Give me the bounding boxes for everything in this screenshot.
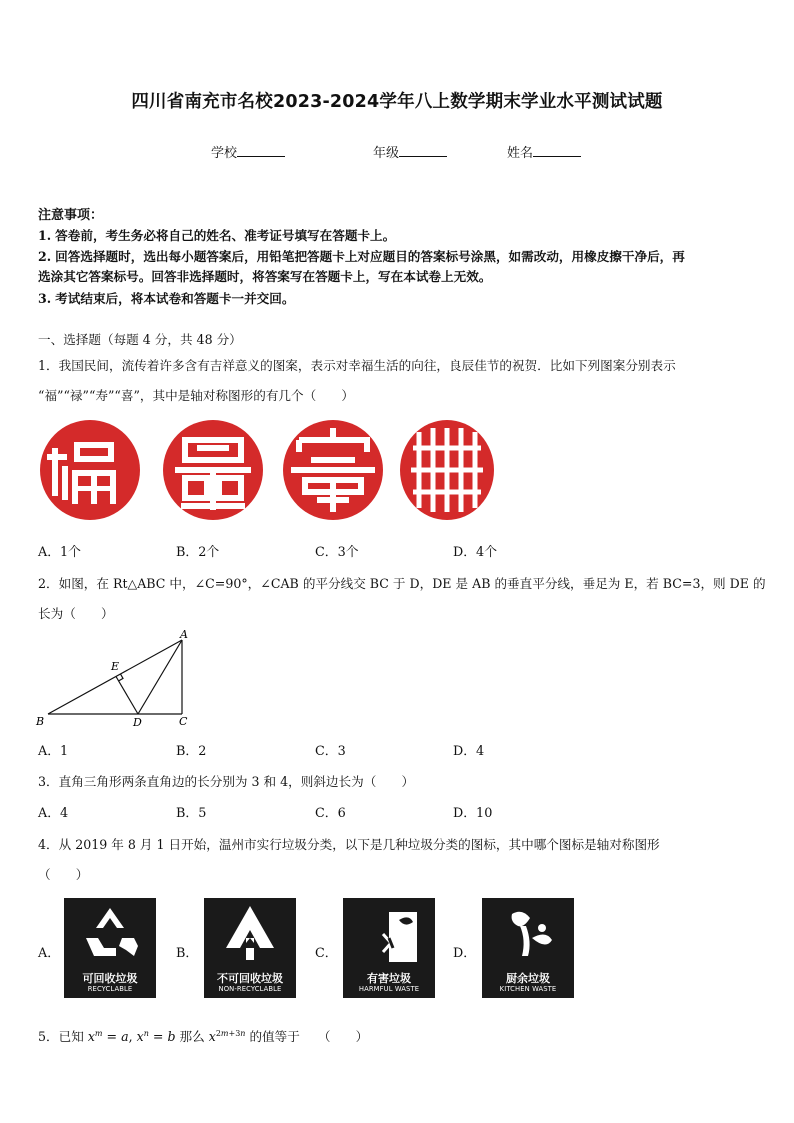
q1-option-b[interactable]: B．2个 — [176, 545, 220, 560]
notice-item-3-text: 考试结束后，将本试卷和答题卡一并交回。 — [55, 291, 295, 306]
notice-item-3 — [38, 288, 294, 307]
notice-item-1-text: 答卷前，考生务必将自己的姓名、准考证号填写在答题卡上。 — [55, 228, 396, 243]
q1-option-c[interactable]: C．3个 — [315, 545, 359, 560]
q3-line-1: 3．直角三角形两条直角边的长分别为 3 和 4，则斜边长为（ ） — [38, 774, 415, 789]
q2-option-c[interactable]: C．3 — [315, 744, 346, 759]
q4-option-c-letter[interactable]: C． — [315, 946, 338, 961]
q3-option-d[interactable]: D．10 — [453, 806, 493, 821]
label-d: D — [133, 716, 142, 729]
notice-item-2 — [38, 246, 685, 265]
notice-item-2-num: 2. — [38, 249, 52, 264]
q2-option-a[interactable]: A．1 — [38, 744, 69, 759]
q4-option-b-letter[interactable]: B． — [176, 946, 199, 961]
q3-option-a[interactable]: A．4 — [38, 806, 69, 821]
notice-heading: 注意事项： — [38, 208, 104, 223]
notice-item-1 — [38, 225, 395, 244]
label-b: B — [36, 715, 45, 728]
recyclable-cn-label: 可回收垃圾 — [82, 972, 138, 985]
grade-blank[interactable] — [399, 144, 447, 157]
grade-label: 年级 — [373, 146, 400, 161]
recycle-icon — [64, 898, 156, 968]
school-label: 学校 — [211, 146, 238, 161]
non-recyclable-en-label: NON-RECYCLABLE — [218, 985, 282, 993]
name-label: 姓名 — [507, 146, 534, 161]
page-title: 四川省南充市名校2023-2024学年八上数学期末学业水平测试试题 — [131, 92, 663, 112]
side-ab — [48, 640, 182, 714]
harmful-tile[interactable] — [343, 898, 435, 998]
q1-option-d[interactable]: D．4个 — [453, 545, 497, 560]
q5-math: $x^m = a$, $x^n = b$ 那么 $x^{2m+3n}$ 的值等于 — [87, 1028, 300, 1044]
q2-option-d[interactable]: D．4 — [453, 744, 485, 759]
grade-field[interactable] — [373, 142, 447, 161]
label-c: C — [179, 715, 188, 728]
section-heading: 一、选择题（每题 4 分，共 48 分） — [38, 332, 242, 347]
shou-seal-image — [281, 418, 385, 522]
kitchen-cn-label: 厨余垃圾 — [506, 972, 550, 985]
notice-item-3-num: 3. — [38, 291, 52, 306]
school-blank[interactable] — [237, 144, 285, 157]
kitchen-tile[interactable] — [482, 898, 574, 998]
harmful-icon — [343, 898, 435, 968]
q5-prefix: 5．已知 — [38, 1029, 88, 1044]
q2-line-2: 长为（ ） — [38, 606, 114, 621]
harmful-en-label: HARMFUL WASTE — [358, 985, 420, 993]
non-recyclable-tile[interactable] — [204, 898, 296, 998]
recyclable-en-label: RECYCLABLE — [87, 985, 133, 993]
q5-suffix: （ ） — [317, 1029, 369, 1044]
notice-item-2-text-a: 回答选择题时，选出每小题答案后，用铅笔把答题卡上对应题目的答案标号涂黑，如需改动，用橡皮擦干净后，再 — [55, 249, 685, 264]
notice-item-2-text-b: 选涂其它答案标号。回答非选择题时，将答案写在答题卡上，写在本试卷上无效。 — [38, 269, 492, 284]
q4-line-2: （ ） — [38, 867, 89, 882]
q3-option-b[interactable]: B．5 — [176, 806, 207, 821]
notice-item-1-num: 1. — [38, 228, 52, 243]
lu-seal-image — [161, 418, 265, 522]
kitchen-en-label: KITCHEN WASTE — [499, 985, 557, 993]
q5-line — [38, 1026, 368, 1045]
q4-option-a-letter[interactable]: A． — [38, 946, 61, 961]
q1-option-a[interactable]: A．1个 — [38, 545, 81, 560]
q2-option-b[interactable]: B．2 — [176, 744, 207, 759]
xi-seal-image — [399, 418, 495, 522]
q2-line-1: 2．如图，在 Rt△ABC 中，∠C=90°，∠CAB 的平分线交 BC 于 D，DE 是 AB 的垂直平分线，垂足为 E，若 BC=3，则 DE 的 — [38, 576, 766, 591]
fu-seal-image — [38, 418, 142, 522]
kitchen-icon — [482, 898, 574, 968]
name-blank[interactable] — [533, 144, 581, 157]
non-recyclable-icon — [204, 898, 296, 968]
harmful-cn-label: 有害垃圾 — [367, 972, 411, 985]
recyclable-tile[interactable] — [64, 898, 156, 998]
label-e: E — [111, 660, 120, 673]
triangle-figure — [34, 626, 204, 732]
q1-line-1: 1．我国民间，流传着许多含有吉祥意义的图案，表示对幸福生活的向往，良辰佳节的祝贺．比如下列图案分别表示 — [38, 358, 676, 373]
segment-de — [116, 677, 138, 715]
q4-option-d-letter[interactable]: D． — [453, 946, 477, 961]
non-recyclable-cn-label: 不可回收垃圾 — [217, 972, 283, 985]
q1-line-2: “福”“禄”“寿”“喜”，其中是轴对称图形的有几个（ ） — [38, 388, 354, 403]
school-field[interactable] — [211, 142, 285, 161]
name-field[interactable] — [507, 142, 581, 161]
label-a: A — [180, 628, 188, 641]
q3-option-c[interactable]: C．6 — [315, 806, 346, 821]
bisector-ad — [138, 640, 182, 714]
q4-line-1: 4．从 2019 年 8 月 1 日开始，温州市实行垃圾分类，以下是几种垃圾分类的图标，其中哪个图标是轴对称图形 — [38, 837, 660, 852]
